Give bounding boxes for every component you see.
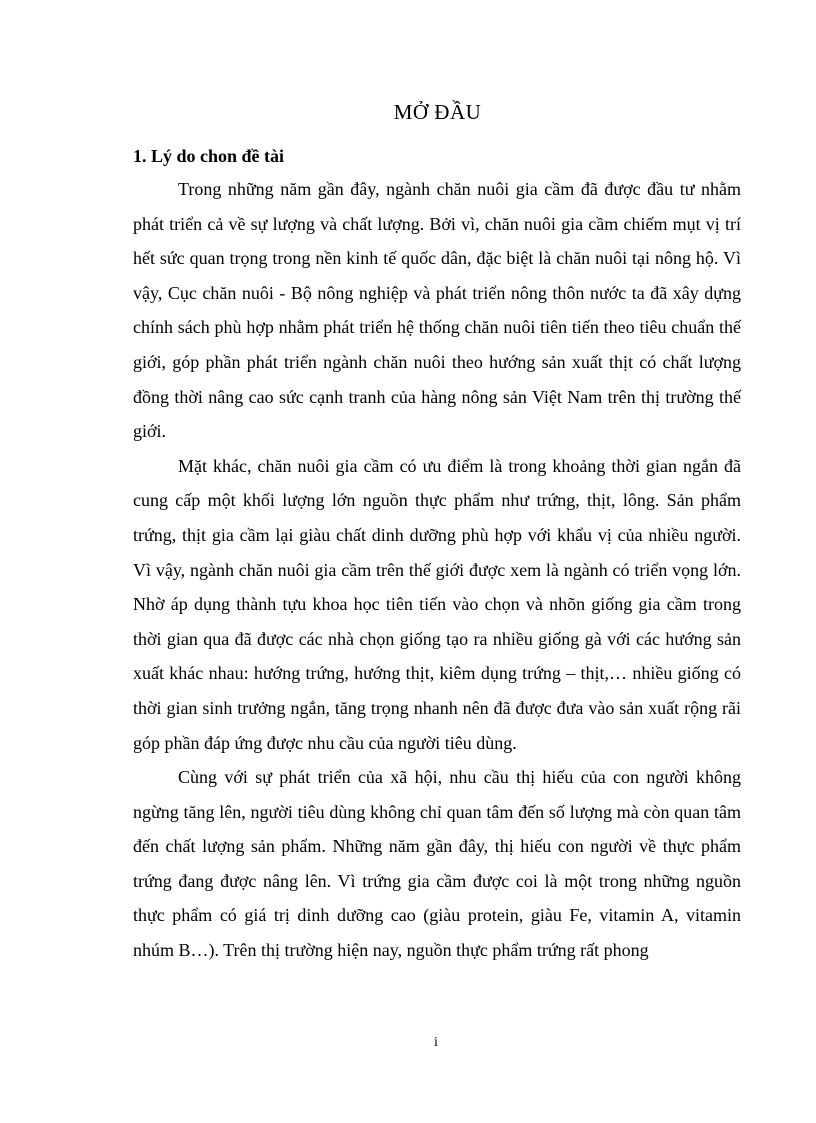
body-text <box>133 172 741 968</box>
page-title: MỞ ĐẦU <box>393 100 482 124</box>
paragraph: Mặt khác, chăn nuôi gia cầm có ưu điểm là trong khoảng thời gian ngắn đã cung cấp một khối lượng lớn nguồn thực phẩm như trứng, thịt, lông. Sản phẩm trứng, thịt gia cầm lại giàu chất dinh dưỡng phù hợp với khẩu vị của nhiều người. Vì vậy, ngành chăn nuôi gia cầm trên thế giới được xem là ngành có triển vọng lớn. Nhờ áp dụng thành tựu khoa học tiên tiến vào chọn và nhõn giống gia cầm trong thời gian qua đã được các nhà chọn giống tạo ra nhiều giống gà với các hướng sản xuất khác nhau: hướng trứng, hướng thịt, kiêm dụng trứng – thịt,… nhiều giống có thời gian sinh trưởng ngắn, tăng trọng nhanh nên đã được đưa vào sản xuất rộng rãi góp phần đáp ứng được nhu cầu của người tiêu dùng. <box>133 455 741 753</box>
paragraph: Trong những năm gần đây, ngành chăn nuôi gia cầm đã được đầu tư nhằm phát triển cả về sự lượng và chất lượng. Bởi vì, chăn nuôi gia cầm chiếm mụt vị trí hết sức quan trọng trong nền kinh tế quốc dân, đặc biệt là chăn nuôi tại nông hộ. Vì vậy, Cục chăn nuôi - Bộ nông nghiệp và phát triển nông thôn nước ta đã xây dựng chính sách phù hợp nhằm phát triển hệ thống chăn nuôi tiên tiến theo tiêu chuẩn thế giới, góp phần phát triển ngành chăn nuôi theo hướng sản xuất thịt có chất lượng đồng thời nâng cao sức cạnh tranh của hàng nông sản Việt Nam trên thị trường thế giới. <box>133 179 741 442</box>
section-heading: 1. Lý do chon đề tài <box>133 146 285 166</box>
page-number: i <box>434 1035 438 1050</box>
paragraph: Cùng với sự phát triển của xã hội, nhu cầu thị hiếu của con người không ngừng tăng lên, người tiêu dùng không chỉ quan tâm đến số lượng mà còn quan tâm đến chất lượng sản phẩm. Những năm gần đây, thị hiếu con người về thực phẩm trứng đang được nâng lên. Vì trứng gia cầm được coi là một trong những nguồn thực phẩm có giá trị dinh dưỡng cao (giàu protein, giàu Fe, vitamin A, vitamin nhúm B…). Trên thị trường hiện nay, nguồn thực phẩm trứng rất phong <box>133 767 741 961</box>
